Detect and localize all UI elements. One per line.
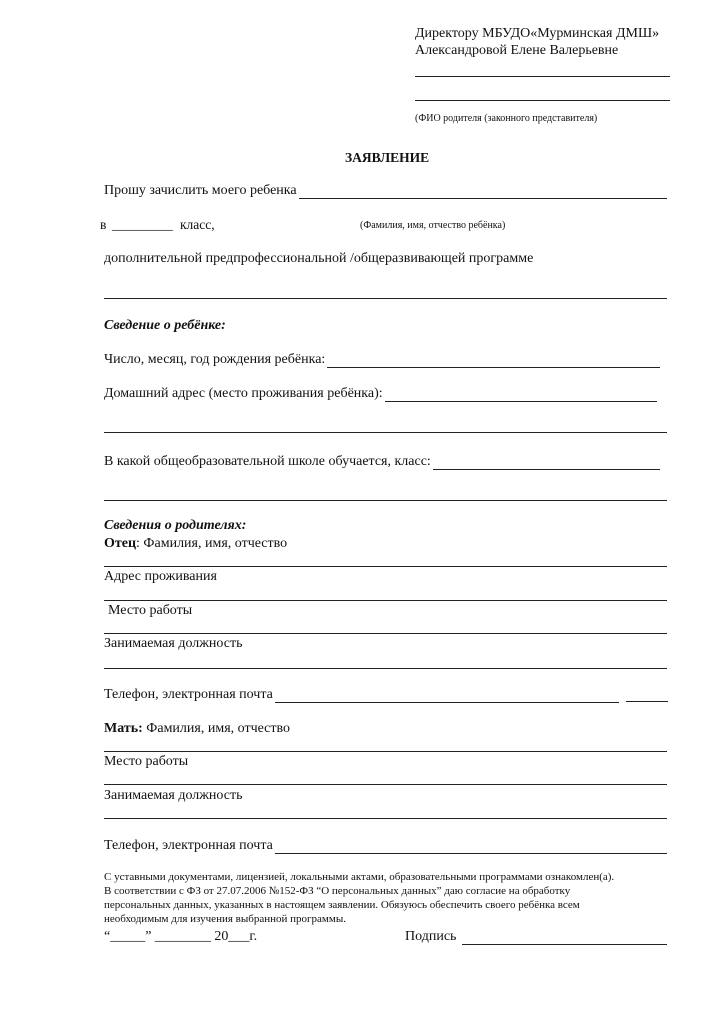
mother-name-field[interactable] (104, 751, 667, 752)
father-contact-field[interactable] (275, 690, 619, 703)
father-name-field[interactable] (104, 566, 667, 567)
father-name-label: : Фамилия, имя, отчество (136, 536, 288, 551)
mother-name-label: Фамилия, имя, отчество (146, 721, 291, 736)
addressee-line-1: Директору МБУДО«Мурминская ДМШ» (415, 26, 660, 41)
father-contact-row (104, 687, 619, 703)
mother-name-row (104, 721, 290, 737)
document-title: ЗАЯВЛЕНИЕ (345, 150, 430, 165)
class-field[interactable]: _________ (112, 217, 173, 232)
address-row (104, 386, 657, 402)
school-row (104, 454, 660, 470)
class-word: класс, (180, 217, 215, 232)
father-address-field[interactable] (104, 600, 667, 601)
father-label: Отец (104, 536, 137, 551)
parent-name-line-1[interactable] (415, 76, 670, 77)
consent-line-1: С уставными документами, лицензией, локальными актами, образовательными программами ознакомлен(а). (104, 871, 615, 883)
mother-label: Мать: (104, 721, 143, 736)
mother-work-label: Место работы (104, 754, 189, 769)
father-contact-label: Телефон, электронная почта (104, 687, 273, 702)
father-work-label: Место работы (108, 603, 193, 618)
child-name-caption: (Фамилия, имя, отчество ребёнка) (360, 220, 506, 231)
program-label: дополнительной предпрофессиональной /общеразвивающей программе (104, 251, 534, 266)
birth-row (104, 352, 660, 368)
mother-contact-row (104, 838, 667, 854)
mother-position-label: Занимаемая должность (104, 788, 243, 803)
child-address-field[interactable] (385, 389, 657, 402)
child-info-heading: Сведение о ребёнке: (104, 318, 226, 333)
father-name-row (104, 536, 287, 552)
consent-line-3: персональных данных, указанных в настоящем заявлении. Обязуюсь обеспечить своего ребёнка всем (104, 899, 580, 911)
parents-heading: Сведения о родителях: (104, 518, 247, 533)
signature-field[interactable] (462, 932, 667, 945)
child-name-field[interactable] (299, 186, 667, 199)
father-contact-field-2[interactable] (626, 701, 668, 702)
signature-label: Подпись (405, 929, 457, 944)
school-field[interactable] (433, 457, 660, 470)
consent-line-4: необходимым для изучения выбранной программы. (104, 913, 346, 925)
father-address-label: Адрес проживания (104, 569, 217, 584)
mother-contact-label: Телефон, электронная почта (104, 838, 273, 853)
mother-contact-field[interactable] (275, 841, 667, 854)
school-field-2[interactable] (104, 500, 667, 501)
father-position-field[interactable] (104, 668, 667, 669)
father-work-field[interactable] (104, 633, 667, 634)
enroll-row (104, 183, 667, 199)
mother-work-field[interactable] (104, 784, 667, 785)
enroll-label: Прошу зачислить моего ребенка (104, 183, 297, 198)
parent-name-line-2[interactable] (415, 100, 670, 101)
address-label: Домашний адрес (место проживания ребёнка): (104, 386, 383, 401)
addressee-line-2: Александровой Елене Валерьевне (415, 43, 619, 58)
class-prefix: в (100, 217, 107, 232)
birth-label: Число, месяц, год рождения ребёнка: (104, 352, 326, 367)
date-field[interactable]: “_____” ________ 20___г. (104, 929, 258, 944)
consent-text (104, 870, 674, 926)
school-label: В какой общеобразовательной школе обучается, класс: (104, 454, 431, 469)
signature-row (405, 929, 667, 945)
program-field[interactable] (104, 298, 667, 299)
parent-name-caption: (ФИО родителя (законного представителя) (415, 113, 598, 124)
consent-line-2: В соответствии с ФЗ от 27.07.2006 №152-ФЗ “О персональных данных” даю согласие на обработку (104, 885, 571, 897)
father-position-label: Занимаемая должность (104, 636, 243, 651)
birth-date-field[interactable] (327, 355, 660, 368)
mother-position-field[interactable] (104, 818, 667, 819)
child-address-field-2[interactable] (104, 432, 667, 433)
